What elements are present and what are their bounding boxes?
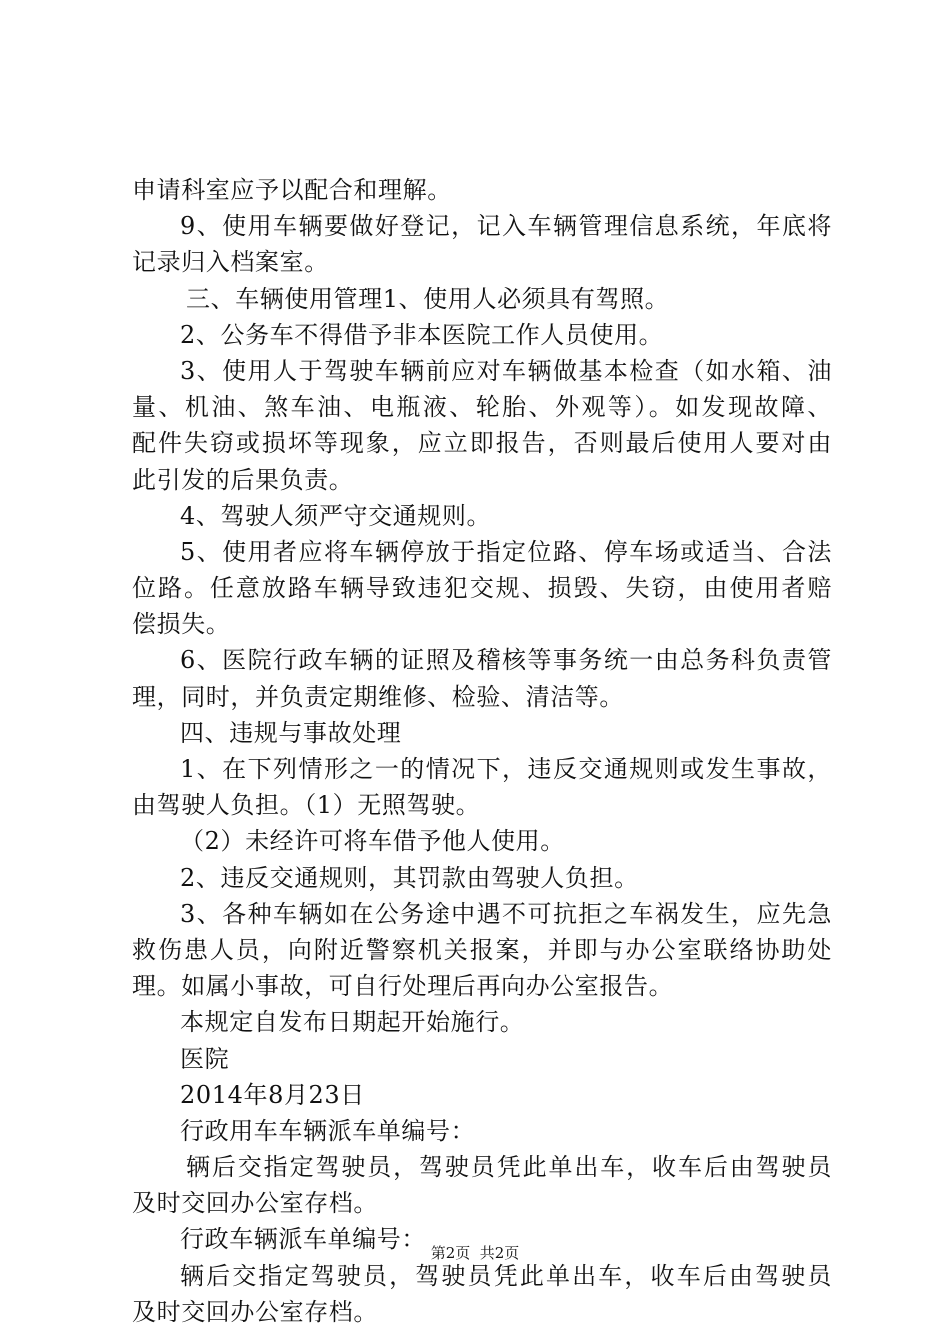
form-title: 行政用车车辆派车单编号：: [180, 1116, 476, 1145]
page-number: 第2页 共2页: [430, 1244, 520, 1262]
text-line: 理。如属小事故，可自行处理后再向办公室报告。: [132, 972, 674, 1001]
signature-date: 2014年8月23日: [180, 1080, 365, 1109]
signature-org: 医院: [180, 1044, 230, 1073]
text-line: 申请科室应予以配合和理解。: [132, 176, 452, 204]
text-line: 配件失窃或损坏等现象，应立即报告，否则最后使用人要对由: [132, 429, 832, 458]
text-line: 本规定自发布日期起开始施行。: [180, 1008, 525, 1037]
text-line: 此引发的后果负责。: [132, 465, 354, 494]
text-line: （2）未经许可将车借予他人使用。: [180, 827, 565, 856]
text-line: 5、使用者应将车辆停放于指定位路、停车场或适当、合法: [180, 537, 832, 566]
text-line: 4、驾驶人须严守交通规则。: [180, 501, 492, 530]
text-line: 记录归入档案室。: [132, 248, 329, 277]
page-footer: [0, 1243, 950, 1263]
text-line: 理，同时，并负责定期维修、检验、清洁等。: [132, 682, 624, 711]
text-line: 及时交回办公室存档。: [132, 1189, 378, 1218]
text-line: 2、公务车不得借予非本医院工作人员使用。: [180, 320, 664, 349]
text-line: 偿损失。: [132, 610, 231, 639]
document-body: [132, 172, 832, 1330]
text-line: 量、机油、煞车油、电瓶液、轮胎、外观等）。如发现故障、: [132, 393, 832, 422]
text-line: 1、在下列情形之一的情况下，违反交通规则或发生事故，: [180, 755, 832, 783]
form-title: 行政车辆派车单编号：: [180, 1225, 426, 1254]
text-line: 由驾驶人负担。（1）无照驾驶。: [132, 791, 481, 820]
text-line: 及时交回办公室存档。: [132, 1297, 378, 1326]
text-line: 3、使用人于驾驶车辆前应对车辆做基本检查（如水箱、油: [180, 356, 832, 385]
text-line: 救伤患人员，向附近警察机关报案，并即与办公室联络协助处: [132, 935, 832, 964]
text-line: 9、使用车辆要做好登记，记入车辆管理信息系统，年底将: [180, 212, 832, 241]
text-line: 3、各种车辆如在公务途中遇不可抗拒之车祸发生，应先急: [180, 899, 832, 928]
text-line: 6、医院行政车辆的证照及稽核等事务统一由总务科负责管: [180, 646, 832, 675]
text-line: 位路。任意放路车辆导致违犯交规、损毁、失窃，由使用者赔: [132, 574, 832, 603]
text-line: 辆后交指定驾驶员，驾驶员凭此单出车，收车后由驾驶员: [186, 1153, 832, 1182]
section-heading: 三、车辆使用管理1、使用人必须具有驾照。: [186, 284, 670, 313]
section-heading: 四、违规与事故处理: [180, 718, 402, 747]
text-line: 辆后交指定驾驶员，驾驶员凭此单出车，收车后由驾驶员: [180, 1261, 832, 1290]
text-line: 2、违反交通规则，其罚款由驾驶人负担。: [180, 863, 639, 892]
